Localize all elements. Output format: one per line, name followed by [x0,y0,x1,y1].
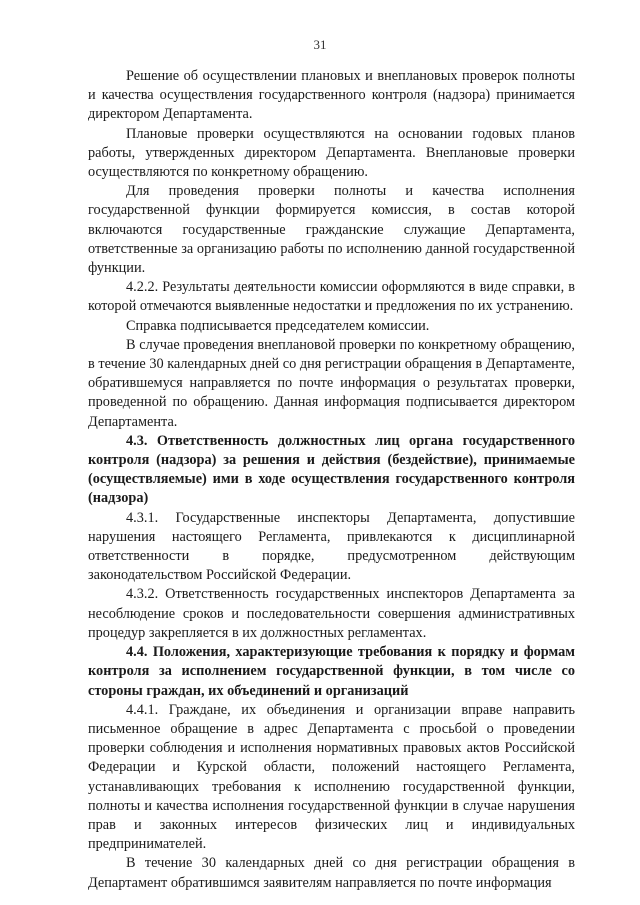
page-number: 31 [313,37,327,52]
paragraph: 4.2.2. Результаты деятельности комиссии оформляются в виде справки, в которой отмечаются выявленные недостатки и предложения по их устранению. [88,279,575,315]
paragraph: Для проведения проверки полноты и качества исполнения государственной функции формируется комиссия, в состав которой включаются государственные гражданские служащие Департамента, ответственные за организацию работы по исполнению данной государственной функции. [88,183,575,277]
paragraph: В течение 30 календарных дней со дня регистрации обращения в Департамент обратившимся заявителям направляется по почте информация [88,855,575,891]
paragraph: 4.3.2. Ответственность государственных инспекторов Департамента за несоблюдение сроков и последовательности совершения административных процедур закрепляется в их должностных регламентах. [88,586,575,641]
paragraph: В случае проведения внеплановой проверки по конкретному обращению, в течение 30 календарных дней со дня регистрации обращения в Департаменте, обратившемуся направляется по почте информация о результатах проверки, проведенной по обращению. Данная информация подписывается директором Департамента. [88,336,575,430]
section-heading: 4.4. Положения, характеризующие требования к порядку и формам контроля за исполнением государственной функции, в том числе со стороны граждан, их объединений и организаций [88,644,575,699]
paragraph: Справка подписывается председателем комиссии. [126,317,430,334]
paragraph: 4.4.1. Граждане, их объединения и организации вправе направить письменное обращение в адрес Департамента с просьбой о проведении проверки соблюдения и исполнения нормативных правовых актов Российской Федерации и Курской области, положений настоящего Регламента, устанавливающих требования к исполнению государственной функции, полноты и качества исполнения государственной функции в случае нарушения прав и законных интересов физических лиц и индивидуальных предпринимателей. [88,701,575,853]
document-body [88,67,575,893]
paragraph: Решение об осуществлении плановых и внеплановых проверок полноты и качества осуществления государственного контроля (надзора) принимается директором Департамента. [88,68,575,123]
section-heading: 4.3. Ответственность должностных лиц органа государственного контроля (надзора) за решения и действия (бездействие), принимаемые (осуществляемые) ими в ходе осуществления государственного контроля (надзора) [88,432,575,507]
paragraph: 4.3.1. Государственные инспекторы Департамента, допустившие нарушения настоящего Регламента, привлекаются к дисциплинарной ответственности в порядке, предусмотренном действующим законодательством Российской Федерации. [88,509,575,584]
paragraph: Плановые проверки осуществляются на основании годовых планов работы, утвержденных директором Департамента. Внеплановые проверки осуществляются по конкретному обращению. [88,125,575,181]
